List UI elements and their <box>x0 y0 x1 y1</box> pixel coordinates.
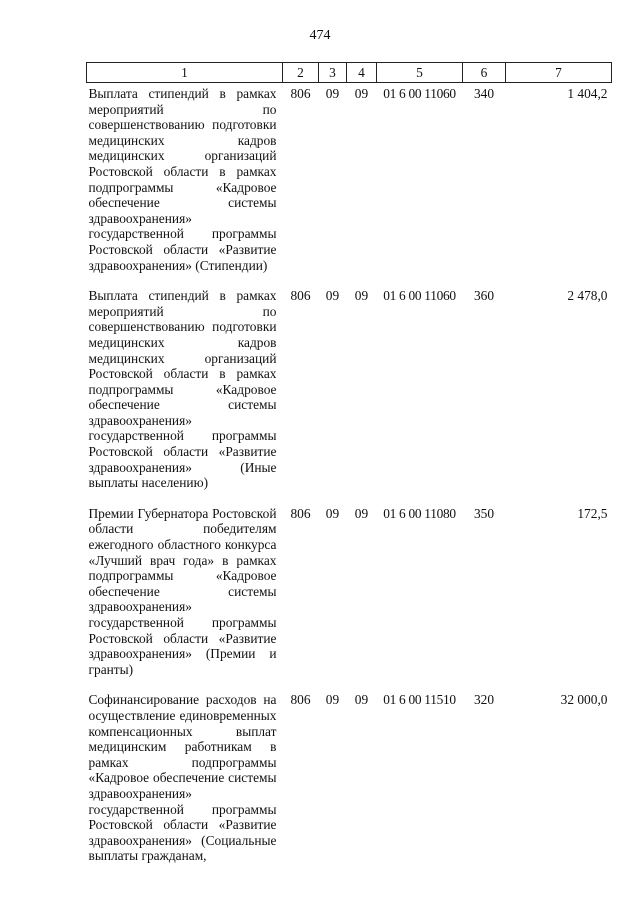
section-code: 09 <box>325 505 340 521</box>
row-description: Софинансирование расходов на осуществление единовременных компенсационных выплат медицинским работникам в рамках подпрограммы «Кадровое обеспечение системы здравоохранения» государственной программы Ростовской области «Развитие здравоохранения» (Социальные выплаты гражданам, <box>88 692 277 864</box>
table-row <box>87 503 612 690</box>
column-header: 6 <box>463 63 506 83</box>
expense-type-code: 360 <box>473 288 495 304</box>
ministry-code: 806 <box>290 86 311 101</box>
column-header: 4 <box>347 63 377 83</box>
budget-table <box>86 62 612 876</box>
row-description: Премии Губернатора Ростовской области победителям ежегодного областного конкурса «Лучший врач года» в рамках подпрограммы «Кадровое обеспечение системы здравоохранения» государственной программы Ростовской области «Развитие здравоохранения» (Премии и гранты) <box>88 505 277 677</box>
target-article-code: 01 6 00 11080 <box>383 505 456 521</box>
table-row <box>87 689 612 876</box>
ministry-code: 806 <box>290 505 311 521</box>
ministry-code: 806 <box>290 692 311 708</box>
section-code: 09 <box>325 692 340 708</box>
target-article-code: 01 6 00 11060 <box>383 288 456 304</box>
expense-type-code: 340 <box>473 86 495 101</box>
column-header: 3 <box>319 63 347 83</box>
amount: 32 000,0 <box>560 692 608 708</box>
table-row <box>87 285 612 503</box>
column-header: 2 <box>283 63 319 83</box>
column-header: 7 <box>506 63 612 83</box>
target-article-code: 01 6 00 11060 <box>383 86 456 101</box>
row-description: Выплата стипендий в рамках мероприятий по совершенствованию подготовки медицинских кадров медицинских организаций Ростовской области в рамках подпрограммы «Кадровое обеспечение системы здравоохранения» государственной программы Ростовской области «Развитие здравоохранения» (Стипендии) <box>88 86 277 273</box>
subsection-code: 09 <box>354 692 369 708</box>
amount: 1 404,2 <box>567 86 608 101</box>
subsection-code: 09 <box>354 505 369 521</box>
expense-type-code: 320 <box>473 692 495 708</box>
subsection-code: 09 <box>354 86 369 101</box>
table-row <box>87 83 612 286</box>
row-description: Выплата стипендий в рамках мероприятий по совершенствованию подготовки медицинских кадров медицинских организаций Ростовской области в рамках подпрограммы «Кадровое обеспечение системы здравоохранения» государственной программы Ростовской области «Развитие здравоохранения» (Иные выплаты населению) <box>88 288 277 491</box>
section-code: 09 <box>325 86 340 101</box>
page-number: 474 <box>309 28 331 43</box>
subsection-code: 09 <box>354 288 369 304</box>
amount: 172,5 <box>577 505 608 521</box>
ministry-code: 806 <box>290 288 311 304</box>
table-header-row <box>87 63 612 83</box>
amount: 2 478,0 <box>567 288 608 304</box>
expense-type-code: 350 <box>473 505 495 521</box>
column-header: 5 <box>377 63 463 83</box>
target-article-code: 01 6 00 11510 <box>383 692 456 708</box>
column-header: 1 <box>87 63 283 83</box>
section-code: 09 <box>325 288 340 304</box>
